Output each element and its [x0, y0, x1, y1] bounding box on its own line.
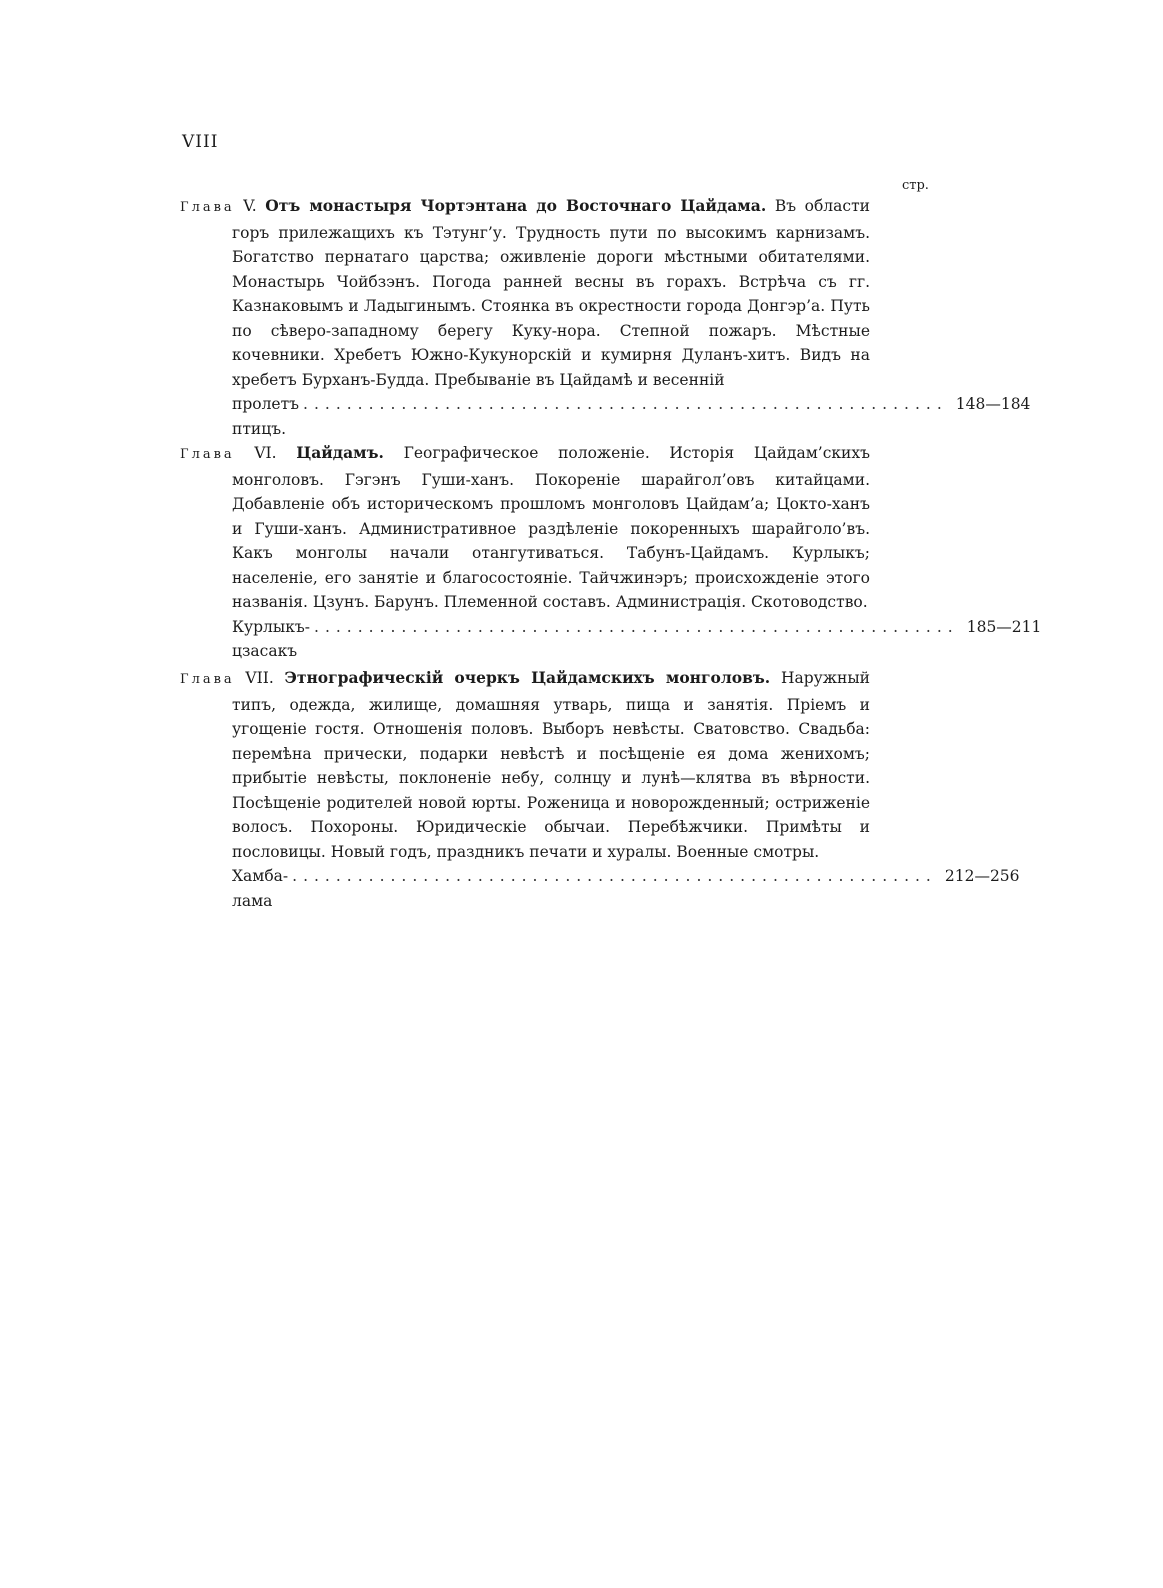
- chapter-summary: Наружный типъ, одежда, жилище, домашняя утварь, пища и занятія. Пріемъ и угощеніе гостя. Отношенія половъ. Выборъ невѣсты. Сватовство. Свадьба: перемѣна прически, подарки невѣстѣ и посѣщеніе ея дома женихомъ; прибытіе невѣсты, поклоненіе небу, солнцу и лунѣ—клятва въ вѣрности. Посѣщеніе родителей новой юрты. Роженица и новорожденный; остриженіе волосъ. Похороны. Юридическіе обычаи. Перебѣжчики. Примѣты и пословицы. Новый годъ, праздникъ печати и хуралы. Военные смотры.: [232, 669, 870, 861]
- chapter-number: VII.: [245, 669, 274, 687]
- chapter-word: Глава: [180, 200, 235, 215]
- chapter-title: Цайдамъ.: [296, 443, 384, 462]
- chapter-title: Отъ монастыря Чортэнтана до Восточнаго Цайдама.: [265, 196, 767, 215]
- toc-entry-chapter-6[interactable]: [180, 441, 1042, 664]
- chapter-summary-end: пролетъ птицъ.: [232, 395, 300, 438]
- pages-column-header: стр.: [902, 178, 929, 193]
- toc-entry-chapter-7[interactable]: [180, 666, 1020, 913]
- chapter-title: Этнографическій очеркъ Цайдамскихъ монголовъ.: [284, 668, 771, 687]
- chapter-last-line: [180, 615, 1042, 664]
- chapter-word: Глава: [180, 447, 235, 462]
- chapter-pages: 148—184: [955, 395, 1031, 413]
- chapter-pages: 185—211: [966, 617, 1042, 636]
- chapter-text: [180, 666, 870, 864]
- page-number: VIII: [182, 132, 219, 152]
- dot-leader: ...........................................................: [303, 395, 948, 413]
- chapter-summary-end: Хамба-лама: [232, 867, 289, 910]
- chapter-last-line: [180, 392, 1031, 441]
- toc-entry-chapter-5[interactable]: [180, 194, 1031, 441]
- chapter-word: Глава: [180, 672, 235, 687]
- chapter-summary: Въ области горъ прилежащихъ къ Тэтунг’у. Трудность пути по высокимъ карнизамъ. Богатство пернатаго царства; оживленіе дороги мѣстными обитателями. Монастырь Чойбзэнъ. Погода ранней весны въ горахъ. Встрѣча съ гг. Казнаковымъ и Ладыгинымъ. Стоянка въ окрестности города Донгэр’а. Путь по сѣверо-западному берегу Куку-нора. Степной пожаръ. Мѣстные кочевники. Хребетъ Южно-Кукунорскій и кумирня Дуланъ-хитъ. Видъ на хребетъ Бурханъ-Будда. Пребываніе въ Цайдамѣ и весенній: [232, 197, 870, 389]
- dot-leader: ...........................................................: [292, 867, 937, 885]
- chapter-number: V.: [243, 197, 257, 215]
- chapter-text: [180, 441, 870, 615]
- chapter-pages: 212—256: [944, 867, 1020, 885]
- chapter-text: [180, 194, 870, 392]
- chapter-summary-end: Курлыкъ-цзасакъ: [232, 617, 311, 660]
- chapter-last-line: [180, 864, 1020, 913]
- dot-leader: ...........................................................: [314, 617, 959, 636]
- chapter-number: VI.: [254, 444, 277, 462]
- chapter-summary: Географическое положеніе. Исторія Цайдам’скихъ монголовъ. Гэгэнъ Гуши-ханъ. Покореніе шарайгол’овъ китайцами. Добавленіе объ историческомъ прошломъ монголовъ Цайдам’а; Цокто-ханъ и Гуши-ханъ. Административное раздѣленіе покоренныхъ шарайголо’въ. Какъ монголы начали отангутиваться. Табунъ-Цайдамъ. Курлыкъ; населеніе, его занятіе и благосостояніе. Тайчжинэръ; происхожденіе этого названія. Цзунъ. Барунъ. Племенной составъ. Администрація. Скотоводство.: [232, 444, 870, 611]
